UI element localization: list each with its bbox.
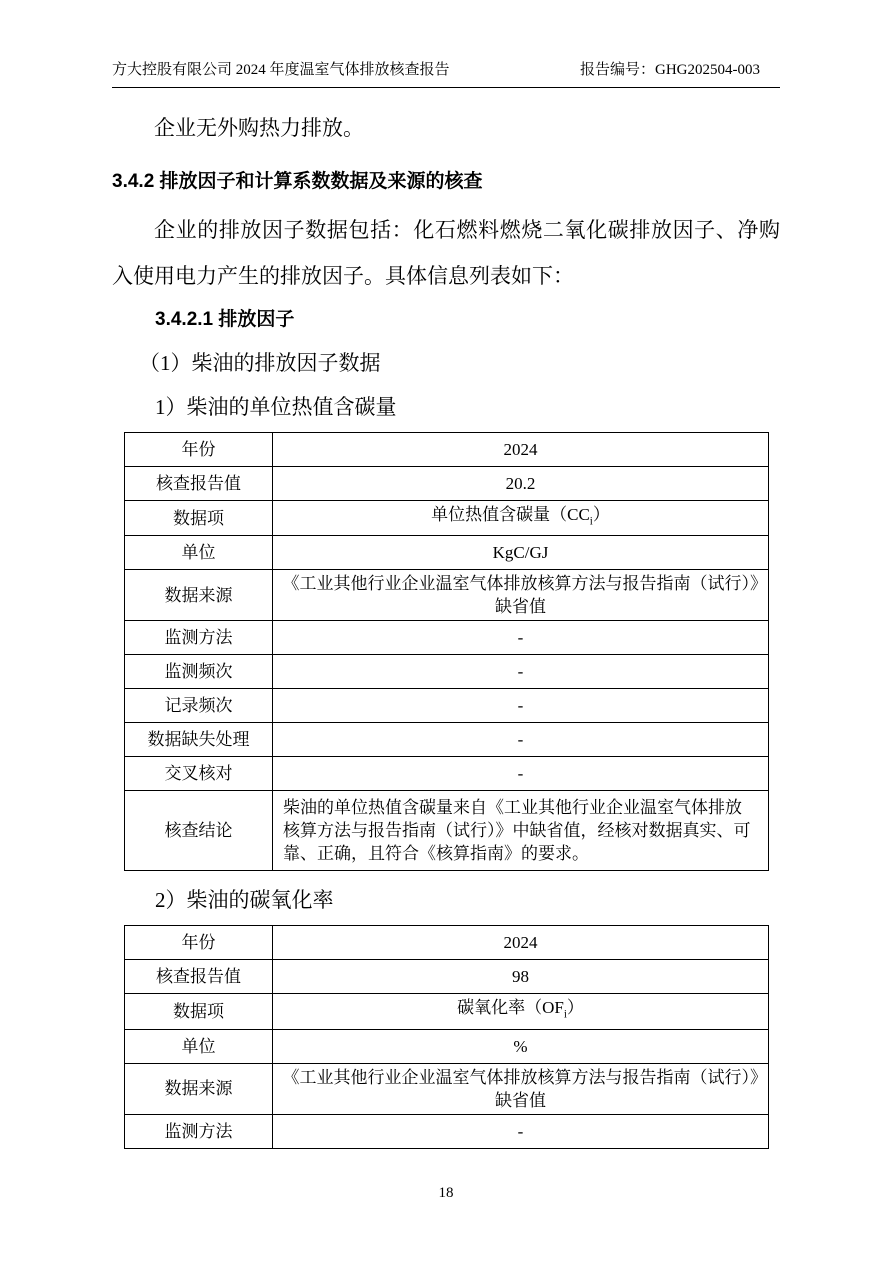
table-row bbox=[125, 689, 769, 723]
row-label: 记录频次 bbox=[125, 689, 273, 723]
row-value: - bbox=[273, 621, 769, 655]
header-report-number: 报告编号：GHG202504-003 bbox=[580, 62, 760, 78]
table-row bbox=[125, 621, 769, 655]
value-text: 碳氧化率（OF bbox=[457, 998, 564, 1018]
list-item-diesel-carbon-content: 1）柴油的单位热值含碳量 bbox=[155, 395, 397, 419]
row-label: 核查报告值 bbox=[125, 960, 273, 994]
row-label: 监测方法 bbox=[125, 621, 273, 655]
row-label: 数据来源 bbox=[125, 570, 273, 621]
value-subscript: i bbox=[563, 1008, 567, 1021]
row-value: 2024 bbox=[273, 926, 769, 960]
diesel-oxidation-rate-table bbox=[124, 925, 769, 1148]
row-value bbox=[273, 501, 769, 536]
value-text: 单位热值含碳量（CC bbox=[431, 505, 590, 524]
row-label: 数据缺失处理 bbox=[125, 723, 273, 757]
row-label: 年份 bbox=[125, 433, 273, 467]
section-heading-3-4-2: 3.4.2 排放因子和计算系数数据及来源的核查 bbox=[112, 171, 483, 192]
row-value: 《工业其他行业企业温室气体排放核算方法与报告指南（试行）》缺省值 bbox=[273, 1063, 769, 1114]
row-value: KgC/GJ bbox=[273, 536, 769, 570]
table-row bbox=[125, 723, 769, 757]
table-row bbox=[125, 1029, 769, 1063]
row-label: 单位 bbox=[125, 536, 273, 570]
row-value: - bbox=[273, 655, 769, 689]
row-label: 年份 bbox=[125, 926, 273, 960]
table-row bbox=[125, 1114, 769, 1148]
row-value: - bbox=[273, 723, 769, 757]
row-label: 数据项 bbox=[125, 994, 273, 1029]
row-value: - bbox=[273, 1114, 769, 1148]
header-document-title: 方大控股有限公司 2024 年度温室气体排放核查报告 bbox=[112, 62, 450, 78]
table-row bbox=[125, 501, 769, 536]
row-value: - bbox=[273, 689, 769, 723]
value-text: ） bbox=[592, 505, 610, 524]
subsection-heading-3-4-2-1: 3.4.2.1 排放因子 bbox=[155, 309, 295, 330]
row-label: 监测方法 bbox=[125, 1114, 273, 1148]
row-value: 2024 bbox=[273, 433, 769, 467]
diesel-carbon-content-table bbox=[124, 432, 769, 871]
row-label: 单位 bbox=[125, 1029, 273, 1063]
row-label: 交叉核对 bbox=[125, 757, 273, 791]
value-text: ） bbox=[566, 998, 584, 1018]
table-row bbox=[125, 757, 769, 791]
table-row bbox=[125, 467, 769, 501]
row-value: 98 bbox=[273, 960, 769, 994]
table-row bbox=[125, 570, 769, 621]
row-value: 《工业其他行业企业温室气体排放核算方法与报告指南（试行）》缺省值 bbox=[273, 570, 769, 621]
paragraph-emission-factors: 企业的排放因子数据包括：化石燃料燃烧二氧化碳排放因子、净购入使用电力产生的排放因子。具体信息列表如下： bbox=[112, 218, 780, 288]
table-row bbox=[125, 433, 769, 467]
page-header bbox=[112, 0, 780, 88]
row-label: 数据来源 bbox=[125, 1063, 273, 1114]
table-row bbox=[125, 791, 769, 871]
paragraph-no-purchased-heat: 企业无外购热力排放。 bbox=[154, 116, 364, 140]
list-item-diesel-factor-data: （1）柴油的排放因子数据 bbox=[139, 351, 381, 375]
row-value: 20.2 bbox=[273, 467, 769, 501]
table-row bbox=[125, 655, 769, 689]
row-label: 核查报告值 bbox=[125, 467, 273, 501]
table-row bbox=[125, 926, 769, 960]
row-label: 数据项 bbox=[125, 501, 273, 536]
row-value: % bbox=[273, 1029, 769, 1063]
row-label: 核查结论 bbox=[125, 791, 273, 871]
row-value: 柴油的单位热值含碳量来自《工业其他行业企业温室气体排放核算方法与报告指南（试行）》中缺省值，经核对数据真实、可靠、正确，且符合《核算指南》的要求。 bbox=[273, 791, 769, 871]
list-item-diesel-oxidation-rate: 2）柴油的碳氧化率 bbox=[155, 888, 334, 913]
row-label: 监测频次 bbox=[125, 655, 273, 689]
row-value bbox=[273, 994, 769, 1029]
table-row bbox=[125, 994, 769, 1029]
page-number: 18 bbox=[438, 1185, 454, 1201]
value-subscript: i bbox=[589, 515, 593, 528]
table-row bbox=[125, 1063, 769, 1114]
row-value: - bbox=[273, 757, 769, 791]
table-row bbox=[125, 960, 769, 994]
table-row bbox=[125, 536, 769, 570]
